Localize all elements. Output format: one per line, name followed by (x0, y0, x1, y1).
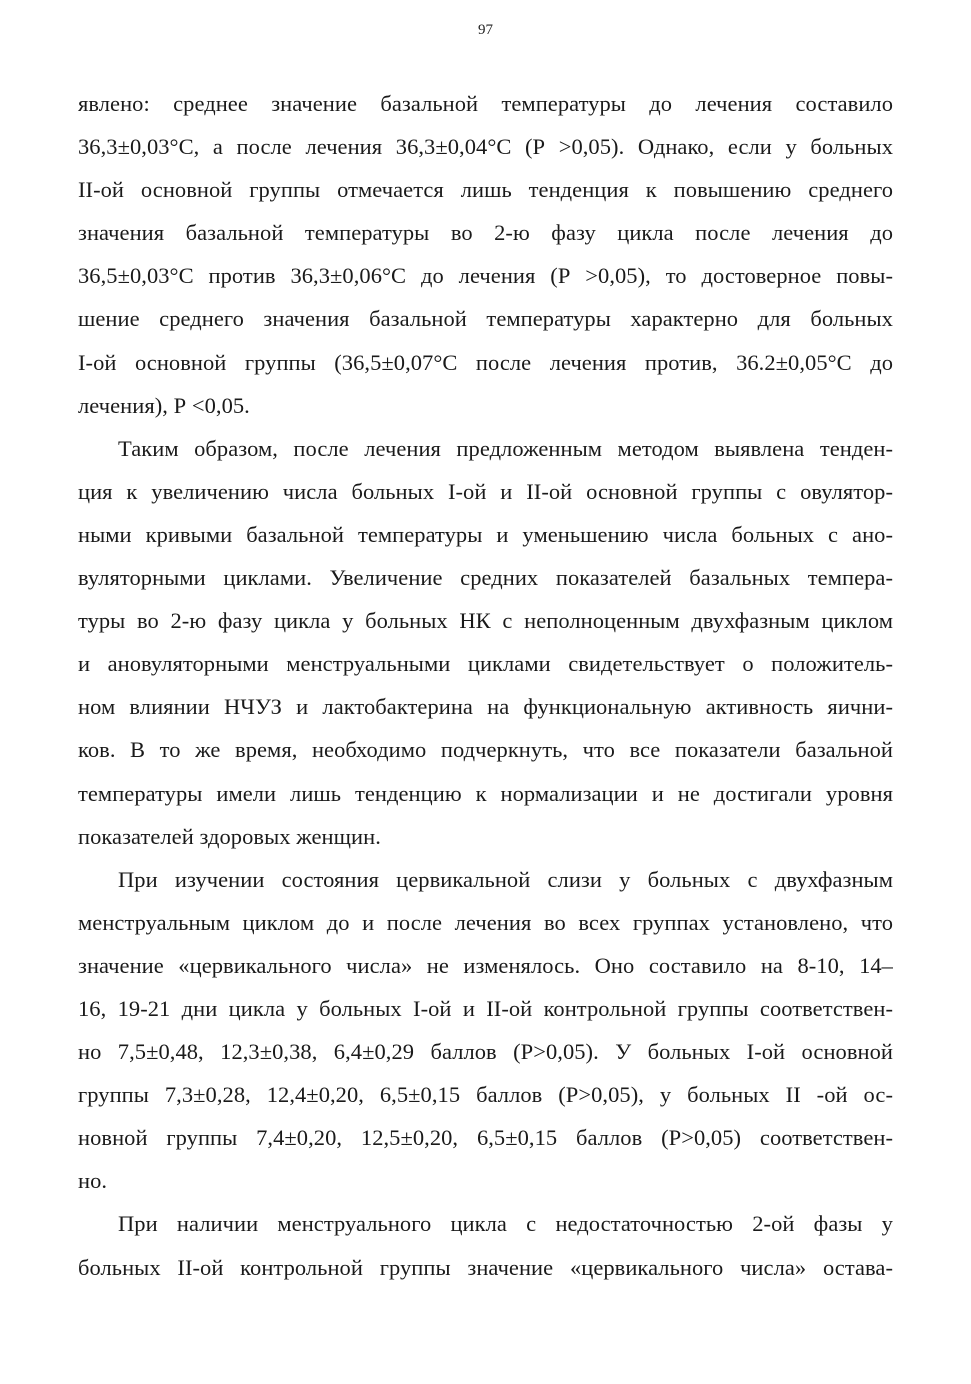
text-line: лечения), Р <0,05. (78, 392, 250, 418)
page-number: 97 (478, 22, 493, 38)
text-line: значение «цервикального числа» не изменялось. Оно составило на 8-10, 14– (78, 952, 893, 978)
text-line: явлено: среднее значение базальной температуры до лечения составило (78, 91, 893, 116)
text-line: I-ой основной группы (36,5±0,07°С после лечения против, 36.2±0,05°С до (78, 349, 893, 375)
text-line: ков. В то же время, необходимо подчеркнуть, что все показатели базальной (78, 737, 893, 763)
text-line: ция к увеличению числа больных I-ой и II-ой основной группы с овулятор- (78, 478, 893, 504)
text-line: группы 7,3±0,28, 12,4±0,20, 6,5±0,15 баллов (Р>0,05), у больных II -ой ос- (78, 1082, 893, 1108)
text-line: температуры имели лишь тенденцию к нормализации и не достигали уровня (78, 780, 893, 806)
text-line: и ановуляторными менструальными циклами свидетельствует о положитель- (78, 651, 893, 677)
text-line: II-ой основной группы отмечается лишь тенденция к повышению среднего (78, 177, 893, 203)
text-line: менструальным циклом до и после лечения во всех группах установлено, что (78, 909, 893, 935)
paragraph-2 (78, 427, 893, 858)
text-line: При изучении состояния цервикальной слизи у больных с двухфазным (118, 866, 893, 892)
text-line: туры во 2-ю фазу цикла у больных НК с неполноценным двухфазным циклом (78, 608, 893, 634)
text-line: но. (78, 1168, 108, 1194)
body-text (78, 82, 893, 1289)
text-line: ными кривыми базальной температуры и уменьшению числа больных с ано- (78, 521, 893, 547)
text-line: больных II-ой контрольной группы значение «цервикального числа» остава- (78, 1254, 893, 1280)
text-line: 36,3±0,03°С, а после лечения 36,3±0,04°С (Р >0,05). Однако, если у больных (78, 134, 893, 160)
text-line: вуляторными циклами. Увеличение средних показателей базальных темпера- (78, 565, 893, 591)
text-line: ном влиянии НЧУЗ и лактобактерина на функциональную активность яични- (78, 694, 893, 720)
paragraph-4 (78, 1202, 893, 1288)
text-line: 36,5±0,03°С против 36,3±0,06°С до лечения (Р >0,05), то достоверное повы- (78, 263, 893, 289)
text-line: но 7,5±0,48, 12,3±0,38, 6,4±0,29 баллов (Р>0,05). У больных I-ой основной (78, 1039, 893, 1065)
text-line: Таким образом, после лечения предложенным методом выявлена тенден- (118, 435, 893, 461)
text-line: 16, 19-21 дни цикла у больных I-ой и II-ой контрольной группы соответствен- (78, 995, 893, 1021)
text-line: значения базальной температуры во 2-ю фазу цикла после лечения до (78, 220, 893, 246)
paragraph-1 (78, 82, 893, 427)
text-line: шение среднего значения базальной температуры характерно для больных (78, 306, 893, 332)
text-line: новной группы 7,4±0,20, 12,5±0,20, 6,5±0,15 баллов (Р>0,05) соответствен- (78, 1125, 893, 1151)
text-line: При наличии менструального цикла с недостаточностью 2-ой фазы у (118, 1211, 893, 1237)
text-line: показателей здоровых женщин. (78, 823, 381, 849)
paragraph-3 (78, 858, 893, 1203)
